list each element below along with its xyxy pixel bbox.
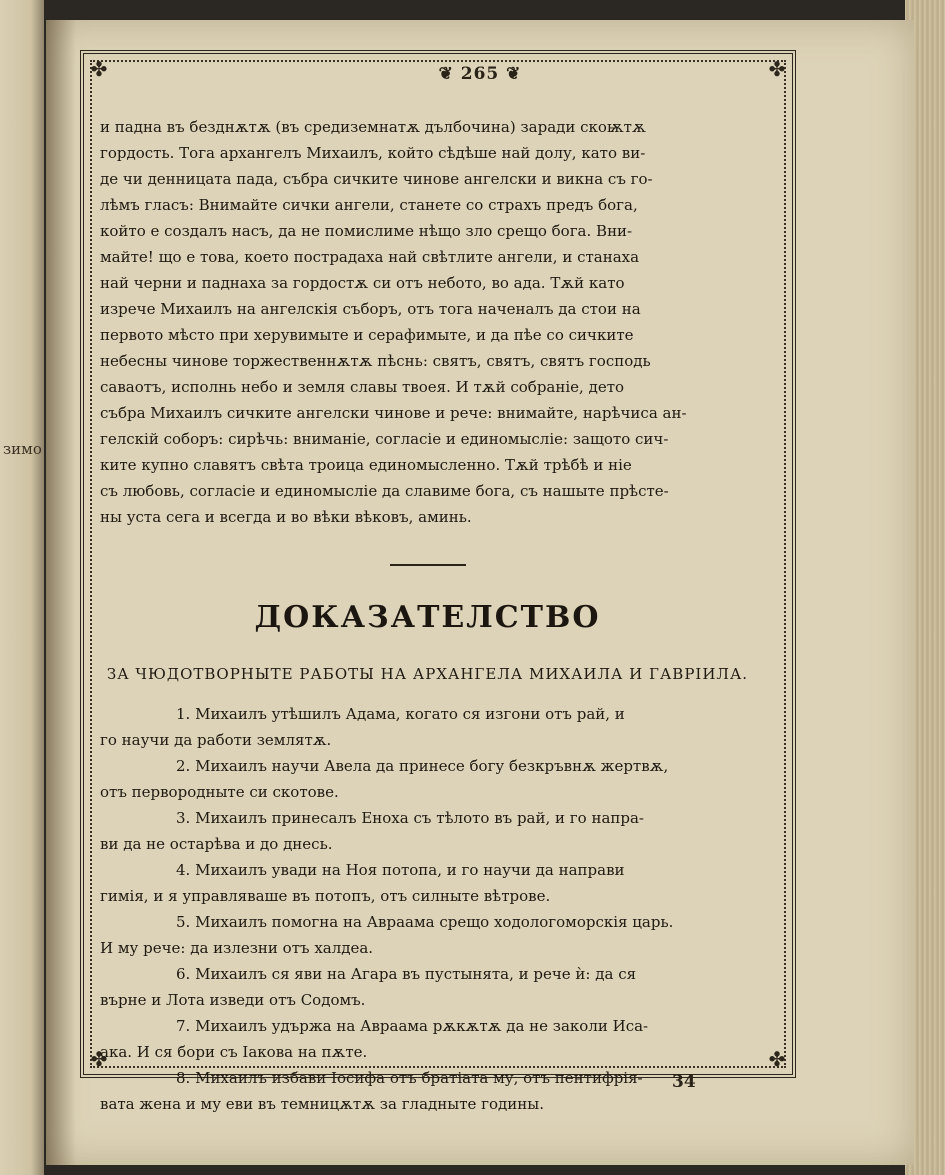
text-line: небесны чинове торжественнѫтѫ пѣснь: святъ, святъ, святъ господь	[100, 352, 651, 370]
text-line: 5. Михаилъ помогна на Авраама срещо ходологоморскія царь.	[176, 913, 674, 931]
left-leaf-edge	[0, 0, 44, 1175]
text-line: 6. Михаилъ ся яви на Агара въ пустынята, и рече ѝ: да ся	[176, 965, 637, 983]
text-line: 4. Михаилъ увади на Ноя потопа, и го научи да направи	[176, 861, 625, 879]
list-item	[100, 805, 755, 857]
section-title: ДОКАЗАТЕЛСТВО	[254, 600, 601, 635]
text-line: лѣмъ гласъ: Внимайте сички ангели, станете со страхъ предъ бога,	[100, 196, 638, 214]
text-line: събра Михаилъ сичките ангелски чинове и рече: внимайте, нарѣчиса ан-	[100, 404, 687, 422]
corner-ornament-icon: ✤	[768, 57, 786, 81]
text-line: гимія, и я управляваше въ потопъ, отъ силныте вѣтрове.	[100, 887, 551, 905]
text-line: саваотъ, исполнь небо и земля славы твоея. И тѫй собраніе, дето	[100, 378, 625, 396]
text-line: 7. Михаилъ удържа на Авраама рѫкѫтѫ да не заколи Иса-	[176, 1017, 649, 1035]
corner-ornament-icon: ✤	[90, 57, 108, 81]
corner-ornament-icon: ✤	[90, 1047, 108, 1071]
text-line: и падна въ безднѫтѫ (въ средиземнатѫ дълбочина) заради скоѭтѫ	[100, 118, 646, 136]
text-line: най черни и паднаха за гордостѫ си отъ небото, во ада. Тѫй като	[100, 274, 625, 292]
corner-ornament-icon: ✤	[768, 1047, 786, 1071]
page-number: 265	[460, 64, 500, 84]
text-line: И му рече: да излезни отъ халдеа.	[100, 939, 374, 957]
left-leaf-fragment: зимо	[3, 440, 42, 458]
text-line: съ любовь, согласіе и единомысліе да славиме бога, съ нашыте прѣсте-	[100, 482, 669, 500]
list-item	[100, 857, 755, 909]
text-line: майте! що е това, което пострадаха най свѣтлите ангели, и станаха	[100, 248, 640, 266]
text-line: ките купно славятъ свѣта троица единомысленно. Тѫй трѣбѣ и ніе	[100, 456, 632, 474]
text-line: 3. Михаилъ принесалъ Еноха съ тѣлото въ рай, и го напра-	[176, 809, 645, 827]
section-subtitle: ЗА ЧЮДОТВОРНЫТЕ РАБОТЫ НА АРХАНГЕЛА МИХАИЛА И ГАВРІИЛА.	[106, 665, 749, 683]
list-item	[100, 1013, 755, 1065]
list-item	[100, 1065, 755, 1117]
text-line: вата жена и му еви въ темницѫтѫ за гладныте годины.	[100, 1095, 544, 1113]
text-line: ви да не остарѣва и до днесь.	[100, 835, 333, 853]
text-line: изрече Михаилъ на ангелскія съборъ, отъ тога наченалъ да стои на	[100, 300, 641, 318]
section-divider	[390, 564, 466, 566]
signature-mark: 34	[672, 1072, 696, 1092]
intro-paragraph	[100, 114, 755, 530]
text-line: го научи да работи землятѫ.	[100, 731, 332, 749]
text-line: 2. Михаилъ научи Авела да принесе богу безкръвнѫ жертвѫ,	[176, 757, 669, 775]
ornament-right-icon: ❦	[506, 64, 522, 84]
page-content	[100, 66, 755, 1117]
list-item	[100, 909, 755, 961]
text-line: первото мѣсто при херувимыте и серафимыте, и да пѣе со сичките	[100, 326, 634, 344]
spine-shadow	[46, 20, 76, 1165]
text-line: 8. Михаилъ избави Іосифа отъ братіата му, отъ пентифрія-	[176, 1069, 643, 1087]
text-line: който е создалъ насъ, да не помислиме нѣщо зло срещо бога. Вни-	[100, 222, 633, 240]
text-line: ака. И ся бори съ Іакова на пѫте.	[100, 1043, 368, 1061]
list-item	[100, 961, 755, 1013]
text-line: отъ первородныте си скотове.	[100, 783, 339, 801]
text-line: гордость. Тога архангелъ Михаилъ, който сѣдѣше най долу, като ви-	[100, 144, 646, 162]
text-line: де чи денницата пада, събра сичките чинове ангелски и викна съ го-	[100, 170, 653, 188]
numbered-list	[100, 701, 755, 1117]
text-line: ны уста сега и всегда и во вѣки вѣковъ, аминь.	[100, 508, 472, 526]
text-line: върне и Лота изведи отъ Содомъ.	[100, 991, 366, 1009]
text-line: 1. Михаилъ утѣшилъ Адама, когато ся изгони отъ рай, и	[176, 705, 625, 723]
list-item	[100, 753, 755, 805]
list-item	[100, 701, 755, 753]
ornament-left-icon: ❦	[438, 64, 454, 84]
text-line: гелскій соборъ: сирѣчь: вниманіе, согласіе и единомысліе: защото сич-	[100, 430, 669, 448]
